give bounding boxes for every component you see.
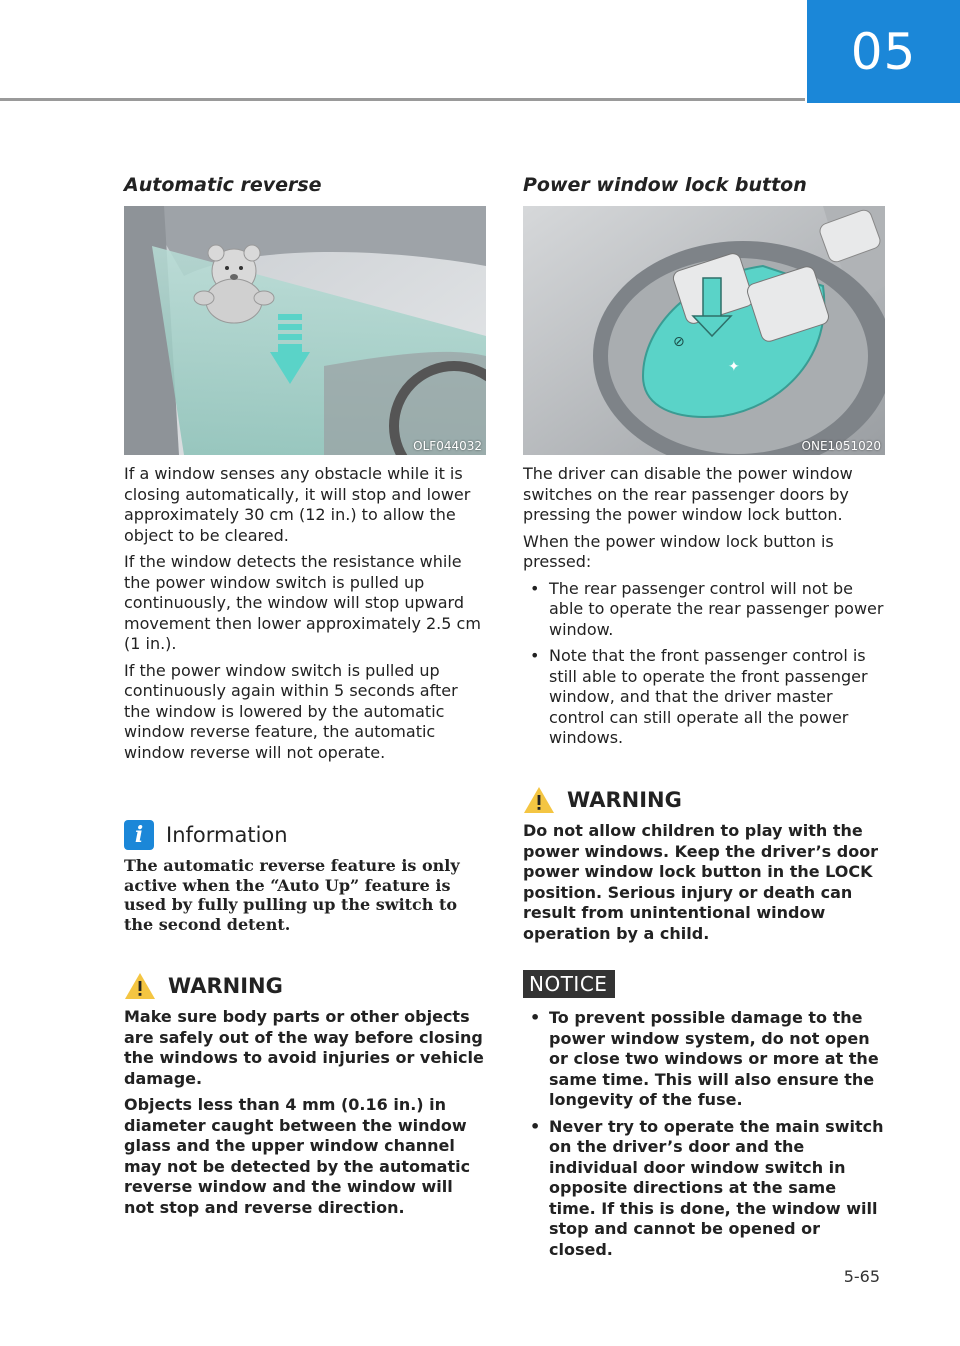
figure-power-window-lock: [523, 206, 885, 455]
information-title: Information: [166, 823, 288, 847]
bullet-list: [523, 579, 885, 749]
paragraph: When the power window lock button is pressed:: [523, 531, 834, 571]
paragraph: If the window detects the resistance while the power window switch is pulled up continuously, the window will stop upward movement then lower approximately 2.5 cm (1 in.).: [124, 552, 481, 653]
warning-text: Do not allow children to play with the power windows. Keep the driver’s door power window lock button in the LOCK position. Serious injury or death can result from unintentional window operation by a child.: [523, 821, 879, 943]
notice-box: [523, 970, 885, 1266]
warning-heading: [523, 785, 885, 815]
list-item: • Never try to operate the main switch on the driver’s door and the individual door window switch in opposite directions at the same time. If this is done, the window will stop and cannot be opened or closed.: [523, 1117, 885, 1261]
figure-code: OLF044032: [413, 439, 482, 453]
paragraph: The driver can disable the power window switches on the rear passenger doors by pressing the power window lock button.: [523, 464, 853, 524]
lock-button-illustration: [523, 206, 885, 455]
warning-triangle-icon: [124, 971, 156, 1001]
warning-title: WARNING: [168, 974, 283, 998]
warning-paragraph: Objects less than 4 mm (0.16 in.) in diameter caught between the window glass and the upper window channel may not be detected by the automatic reverse window and the window will not stop and reverse direction.: [124, 1095, 471, 1217]
section-heading-automatic-reverse: Automatic reverse: [124, 174, 322, 196]
information-box: [124, 820, 486, 934]
window-teddy-illustration: [124, 206, 486, 455]
warning-paragraph: Make sure body parts or other objects are safely out of the way before closing the windows to avoid injuries or vehicle damage.: [124, 1007, 484, 1088]
list-item: • To prevent possible damage to the power window system, do not open or close two windows or more at the same time. This will also ensure the longevity of the fuse.: [523, 1008, 885, 1111]
notice-badge: NOTICE: [523, 970, 615, 998]
information-text: The automatic reverse feature is only active when the “Auto Up” feature is used by fully pulling up the switch to the second detent.: [124, 856, 460, 934]
notice-list: [523, 1008, 885, 1260]
paragraph: If the power window switch is pulled up continuously again within 5 seconds after the window is lowered by the automatic window reverse feature, the automatic window reverse will not operate.: [124, 660, 458, 762]
svg-text:⊘: ⊘: [673, 334, 685, 350]
warning-box-left: [124, 971, 486, 1224]
figure-automatic-reverse: [124, 206, 486, 455]
header-rule: [0, 98, 805, 101]
section-heading-power-window-lock: Power window lock button: [523, 174, 807, 196]
chapter-tab: 05: [807, 0, 960, 103]
figure-code: ONE1051020: [801, 439, 881, 453]
warning-heading: [124, 971, 486, 1001]
paragraph: If a window senses any obstacle while it is closing automatically, it will stop and lower approximately 30 cm (12 in.) to allow the object to be cleared.: [124, 464, 471, 545]
warning-box-right: [523, 785, 885, 950]
svg-text:✦: ✦: [728, 359, 740, 375]
left-body: [124, 464, 486, 769]
information-icon: i: [124, 820, 154, 850]
page-number: 5-65: [843, 1267, 880, 1286]
warning-title: WARNING: [567, 788, 682, 812]
list-item: • The rear passenger control will not be able to operate the rear passenger power window.: [523, 579, 885, 641]
warning-triangle-icon: [523, 785, 555, 815]
information-heading: [124, 820, 486, 850]
right-body: [523, 464, 885, 755]
list-item: • Note that the front passenger control is still able to operate the front passenger window, and that the driver master control can still operate all the power windows.: [523, 646, 885, 749]
